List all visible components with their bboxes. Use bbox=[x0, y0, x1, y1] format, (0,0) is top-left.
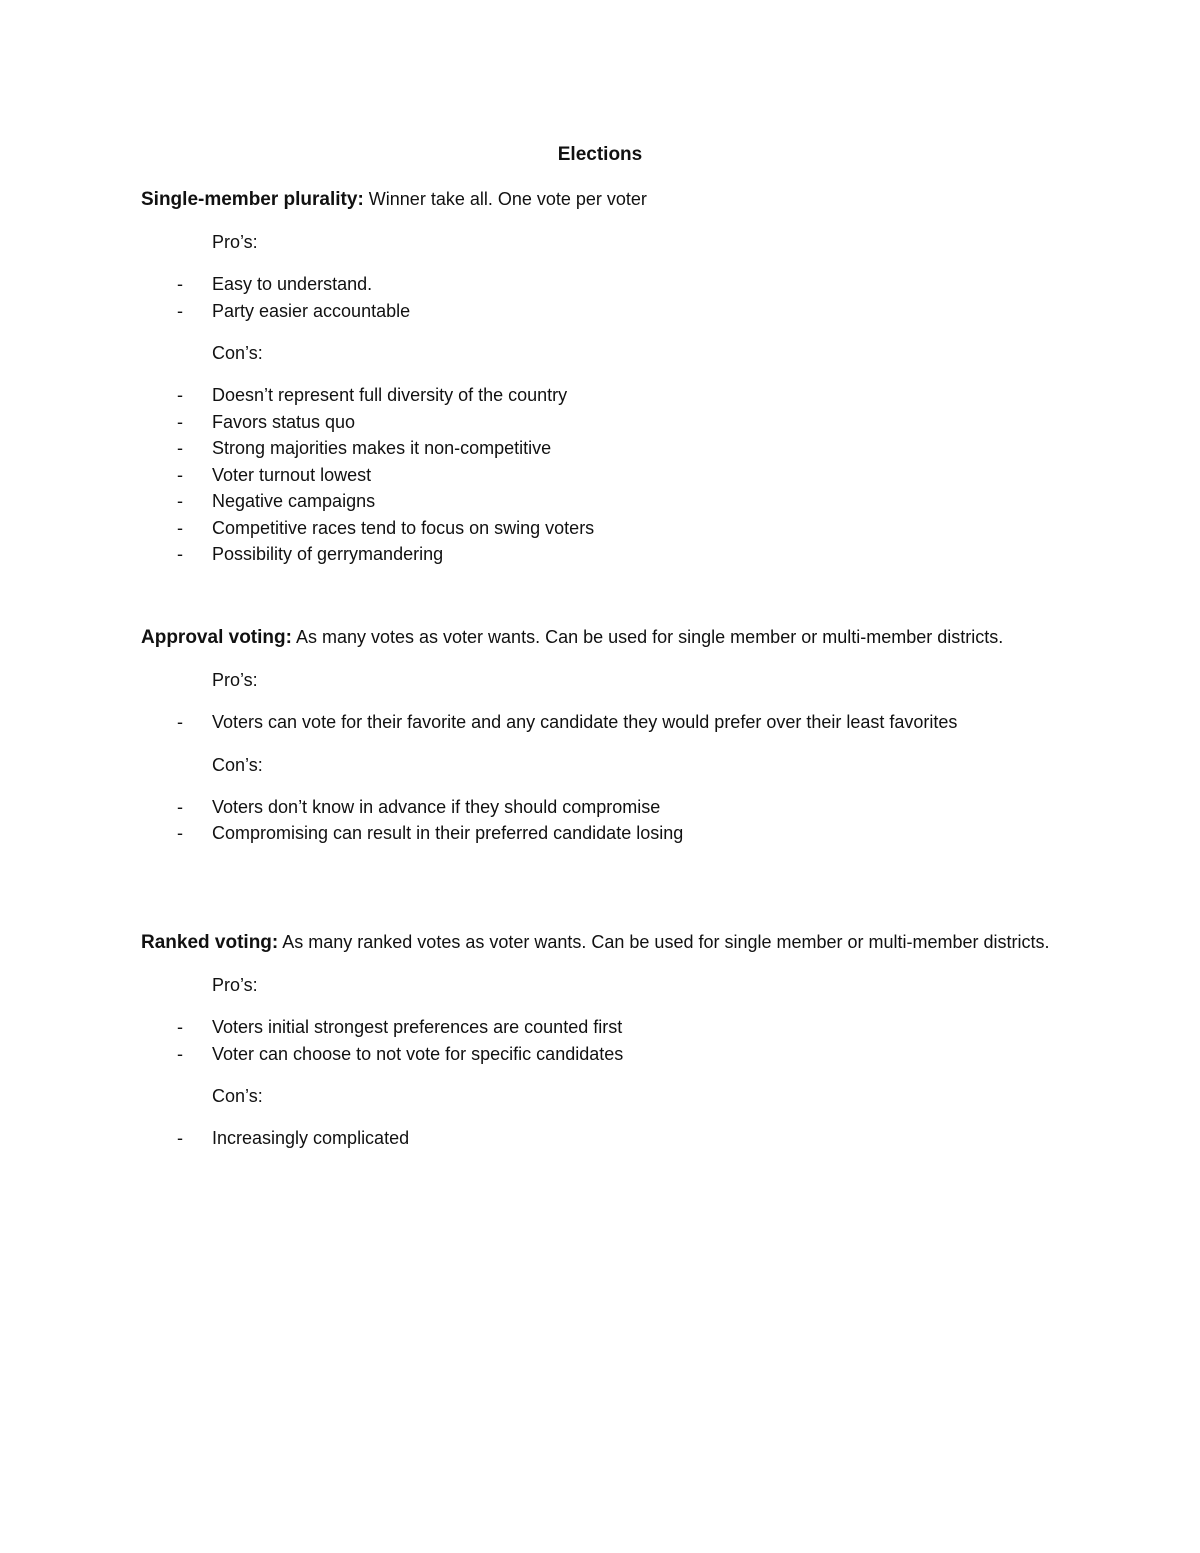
list-item: - Voter turnout lowest bbox=[141, 462, 1061, 489]
bullet-dash: - bbox=[177, 274, 183, 294]
document-title: Elections bbox=[557, 144, 643, 165]
bullet-dash: - bbox=[177, 544, 183, 564]
list-item: - Doesn’t represent full diversity of the country bbox=[141, 382, 1061, 409]
bullet-dash: - bbox=[177, 712, 183, 732]
pros-list bbox=[141, 709, 1061, 736]
list-item: - Easy to understand. bbox=[141, 271, 1061, 298]
pros-label: Pro’s: bbox=[212, 670, 258, 690]
list-item: - Competitive races tend to focus on swing voters bbox=[141, 515, 1061, 542]
cons-list bbox=[141, 1125, 1061, 1152]
cons-label: Con’s: bbox=[212, 343, 263, 363]
section-description: Winner take all. One vote per voter bbox=[368, 189, 647, 209]
cons-label: Con’s: bbox=[212, 754, 263, 775]
list-item: - Voters initial strongest preferences are counted first bbox=[141, 1014, 1061, 1041]
list-item: - Party easier accountable bbox=[141, 298, 1061, 325]
bullet-dash: - bbox=[177, 1017, 183, 1037]
list-item: - Voter can choose to not vote for specific candidates bbox=[141, 1041, 1061, 1068]
list-item: - Voters can vote for their favorite and any candidate they would prefer over their least favorites bbox=[141, 709, 1061, 736]
pros-list bbox=[141, 271, 1061, 324]
section-description: As many ranked votes as voter wants. Can be used for single member or multi-member districts. bbox=[282, 932, 1050, 952]
bullet-dash: - bbox=[177, 491, 183, 511]
cons-list bbox=[141, 794, 1061, 847]
section-term: Approval voting: bbox=[141, 627, 292, 648]
bullet-dash: - bbox=[177, 438, 183, 458]
list-item: - Favors status quo bbox=[141, 409, 1061, 436]
section-description: As many votes as voter wants. Can be used for single member or multi-member districts. bbox=[295, 627, 1004, 647]
section-single-member-plurality bbox=[141, 186, 1061, 568]
list-item: - Possibility of gerrymandering bbox=[141, 541, 1061, 568]
pros-label: Pro’s: bbox=[212, 975, 258, 995]
pros-label: Pro’s: bbox=[212, 232, 258, 252]
section-term: Ranked voting: bbox=[141, 932, 279, 953]
section-heading bbox=[141, 624, 1061, 651]
bullet-dash: - bbox=[177, 517, 183, 538]
section-term: Single-member plurality: bbox=[141, 189, 364, 210]
bullet-dash: - bbox=[177, 823, 183, 843]
bullet-dash: - bbox=[177, 1043, 183, 1064]
section-heading bbox=[141, 186, 1061, 213]
section-ranked-voting bbox=[141, 929, 1061, 1152]
bullet-dash: - bbox=[177, 1128, 183, 1148]
list-item: - Strong majorities makes it non-competitive bbox=[141, 435, 1061, 462]
pros-list bbox=[141, 1014, 1061, 1067]
bullet-dash: - bbox=[177, 464, 183, 485]
section-heading bbox=[141, 929, 1061, 956]
cons-label: Con’s: bbox=[212, 1086, 263, 1106]
section-approval-voting bbox=[141, 624, 1061, 847]
list-item: - Voters don’t know in advance if they should compromise bbox=[141, 794, 1061, 821]
list-item: - Negative campaigns bbox=[141, 488, 1061, 515]
bullet-dash: - bbox=[177, 411, 183, 432]
list-item: - Compromising can result in their preferred candidate losing bbox=[141, 820, 1061, 847]
bullet-dash: - bbox=[177, 300, 183, 321]
cons-list bbox=[141, 382, 1061, 568]
bullet-dash: - bbox=[177, 796, 183, 817]
list-item: - Increasingly complicated bbox=[141, 1125, 1061, 1152]
bullet-dash: - bbox=[177, 385, 183, 405]
